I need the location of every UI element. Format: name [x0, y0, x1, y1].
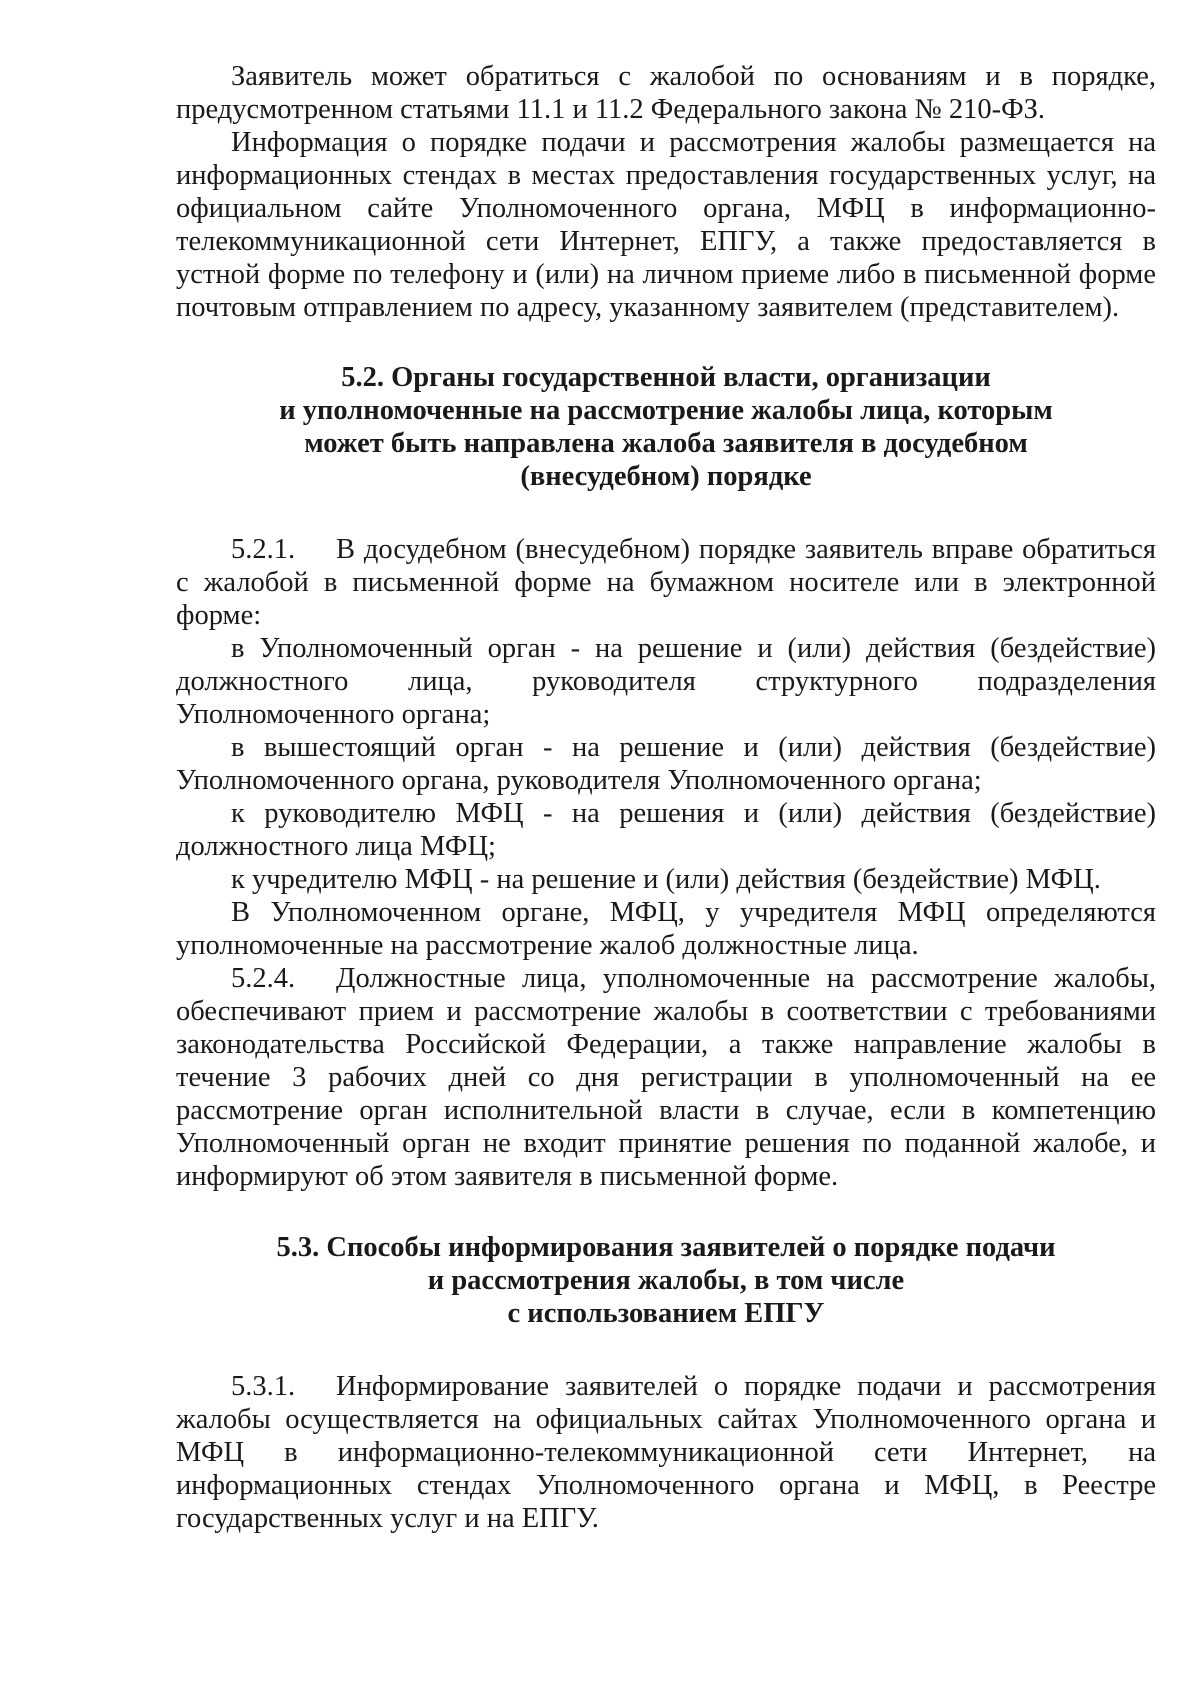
heading-line: и рассмотрения жалобы, в том числе: [427, 1265, 905, 1296]
item-text: Информирование заявителей о порядке подачи и рассмотрения жалобы осуществляется на официальных сайтах Уполномоченного органа и МФЦ в информационно-телекоммуникационной сети Интернет, на информационных стендах Уполномоченного органа и МФЦ, в Реестре государственных услуг и на ЕПГУ.: [176, 1371, 1156, 1534]
list-item: в вышестоящий орган - на решение и (или) действия (бездействие) Уполномоченного органа, руководителя Уполномоченного органа;: [176, 732, 1156, 796]
item-text: В досудебном (внесудебном) порядке заявитель вправе обратиться с жалобой в письменной форме на бумажном носителе или в электронной форме:: [176, 534, 1156, 631]
heading-line: с использованием ЕПГУ: [507, 1298, 825, 1329]
item-5-2-1: [176, 533, 1156, 632]
document-page: [176, 60, 1156, 1535]
item-5-2-4: [176, 962, 1156, 1193]
item-number: 5.3.1.: [231, 1371, 296, 1402]
item-text: Должностные лица, уполномоченные на рассмотрение жалобы, обеспечивают прием и рассмотрение жалобы в соответствии с требованиями законодательства Российской Федерации, а также направление жалобы в течение 3 рабочих дней со дня регистрации в уполномоченный на ее рассмотрение орган исполнительной власти в случае, если в компетенцию Уполномоченный орган не входит принятие решения по поданной жалобе, и информируют об этом заявителя в письменной форме.: [176, 963, 1156, 1192]
officials-paragraph: В Уполномоченном органе, МФЦ, у учредителя МФЦ определяются уполномоченные на рассмотрение жалоб должностные лица.: [176, 897, 1156, 961]
section-5-3-heading: [176, 1231, 1156, 1330]
heading-line: 5.3. Способы информирования заявителей о порядке подачи: [276, 1232, 1056, 1263]
item-number: 5.2.4.: [231, 963, 296, 994]
intro-paragraph-appeal-grounds: Заявитель может обратиться с жалобой по основаниям и в порядке, предусмотренном статьями 11.1 и 11.2 Федерального закона № 210-ФЗ.: [176, 61, 1156, 125]
section-5-2-heading: [176, 361, 1156, 493]
heading-line: и уполномоченные на рассмотрение жалобы лица, которым: [279, 395, 1053, 426]
list-item: к учредителю МФЦ - на решение и (или) действия (бездействие) МФЦ.: [231, 864, 1101, 895]
item-number: 5.2.1.: [231, 534, 296, 565]
list-item: в Уполномоченный орган - на решение и (или) действия (бездействие) должностного лица, руководителя структурного подразделения Уполномоченного органа;: [176, 633, 1156, 730]
item-5-3-1: [176, 1370, 1156, 1535]
intro-paragraph-info-placement: Информация о порядке подачи и рассмотрения жалобы размещается на информационных стендах в местах предоставления государственных услуг, на официальном сайте Уполномоченного органа, МФЦ в информационно-телекоммуникационной сети Интернет, ЕПГУ, а также предоставляется в устной форме по телефону и (или) на личном приеме либо в письменной форме почтовым отправлением по адресу, указанному заявителем (представителем).: [176, 127, 1156, 323]
heading-line: может быть направлена жалоба заявителя в досудебном: [304, 428, 1028, 459]
list-item: к руководителю МФЦ - на решения и (или) действия (бездействие) должностного лица МФЦ;: [176, 798, 1156, 862]
heading-line: 5.2. Органы государственной власти, организации: [341, 362, 991, 393]
heading-line: (внесудебном) порядке: [520, 461, 812, 492]
